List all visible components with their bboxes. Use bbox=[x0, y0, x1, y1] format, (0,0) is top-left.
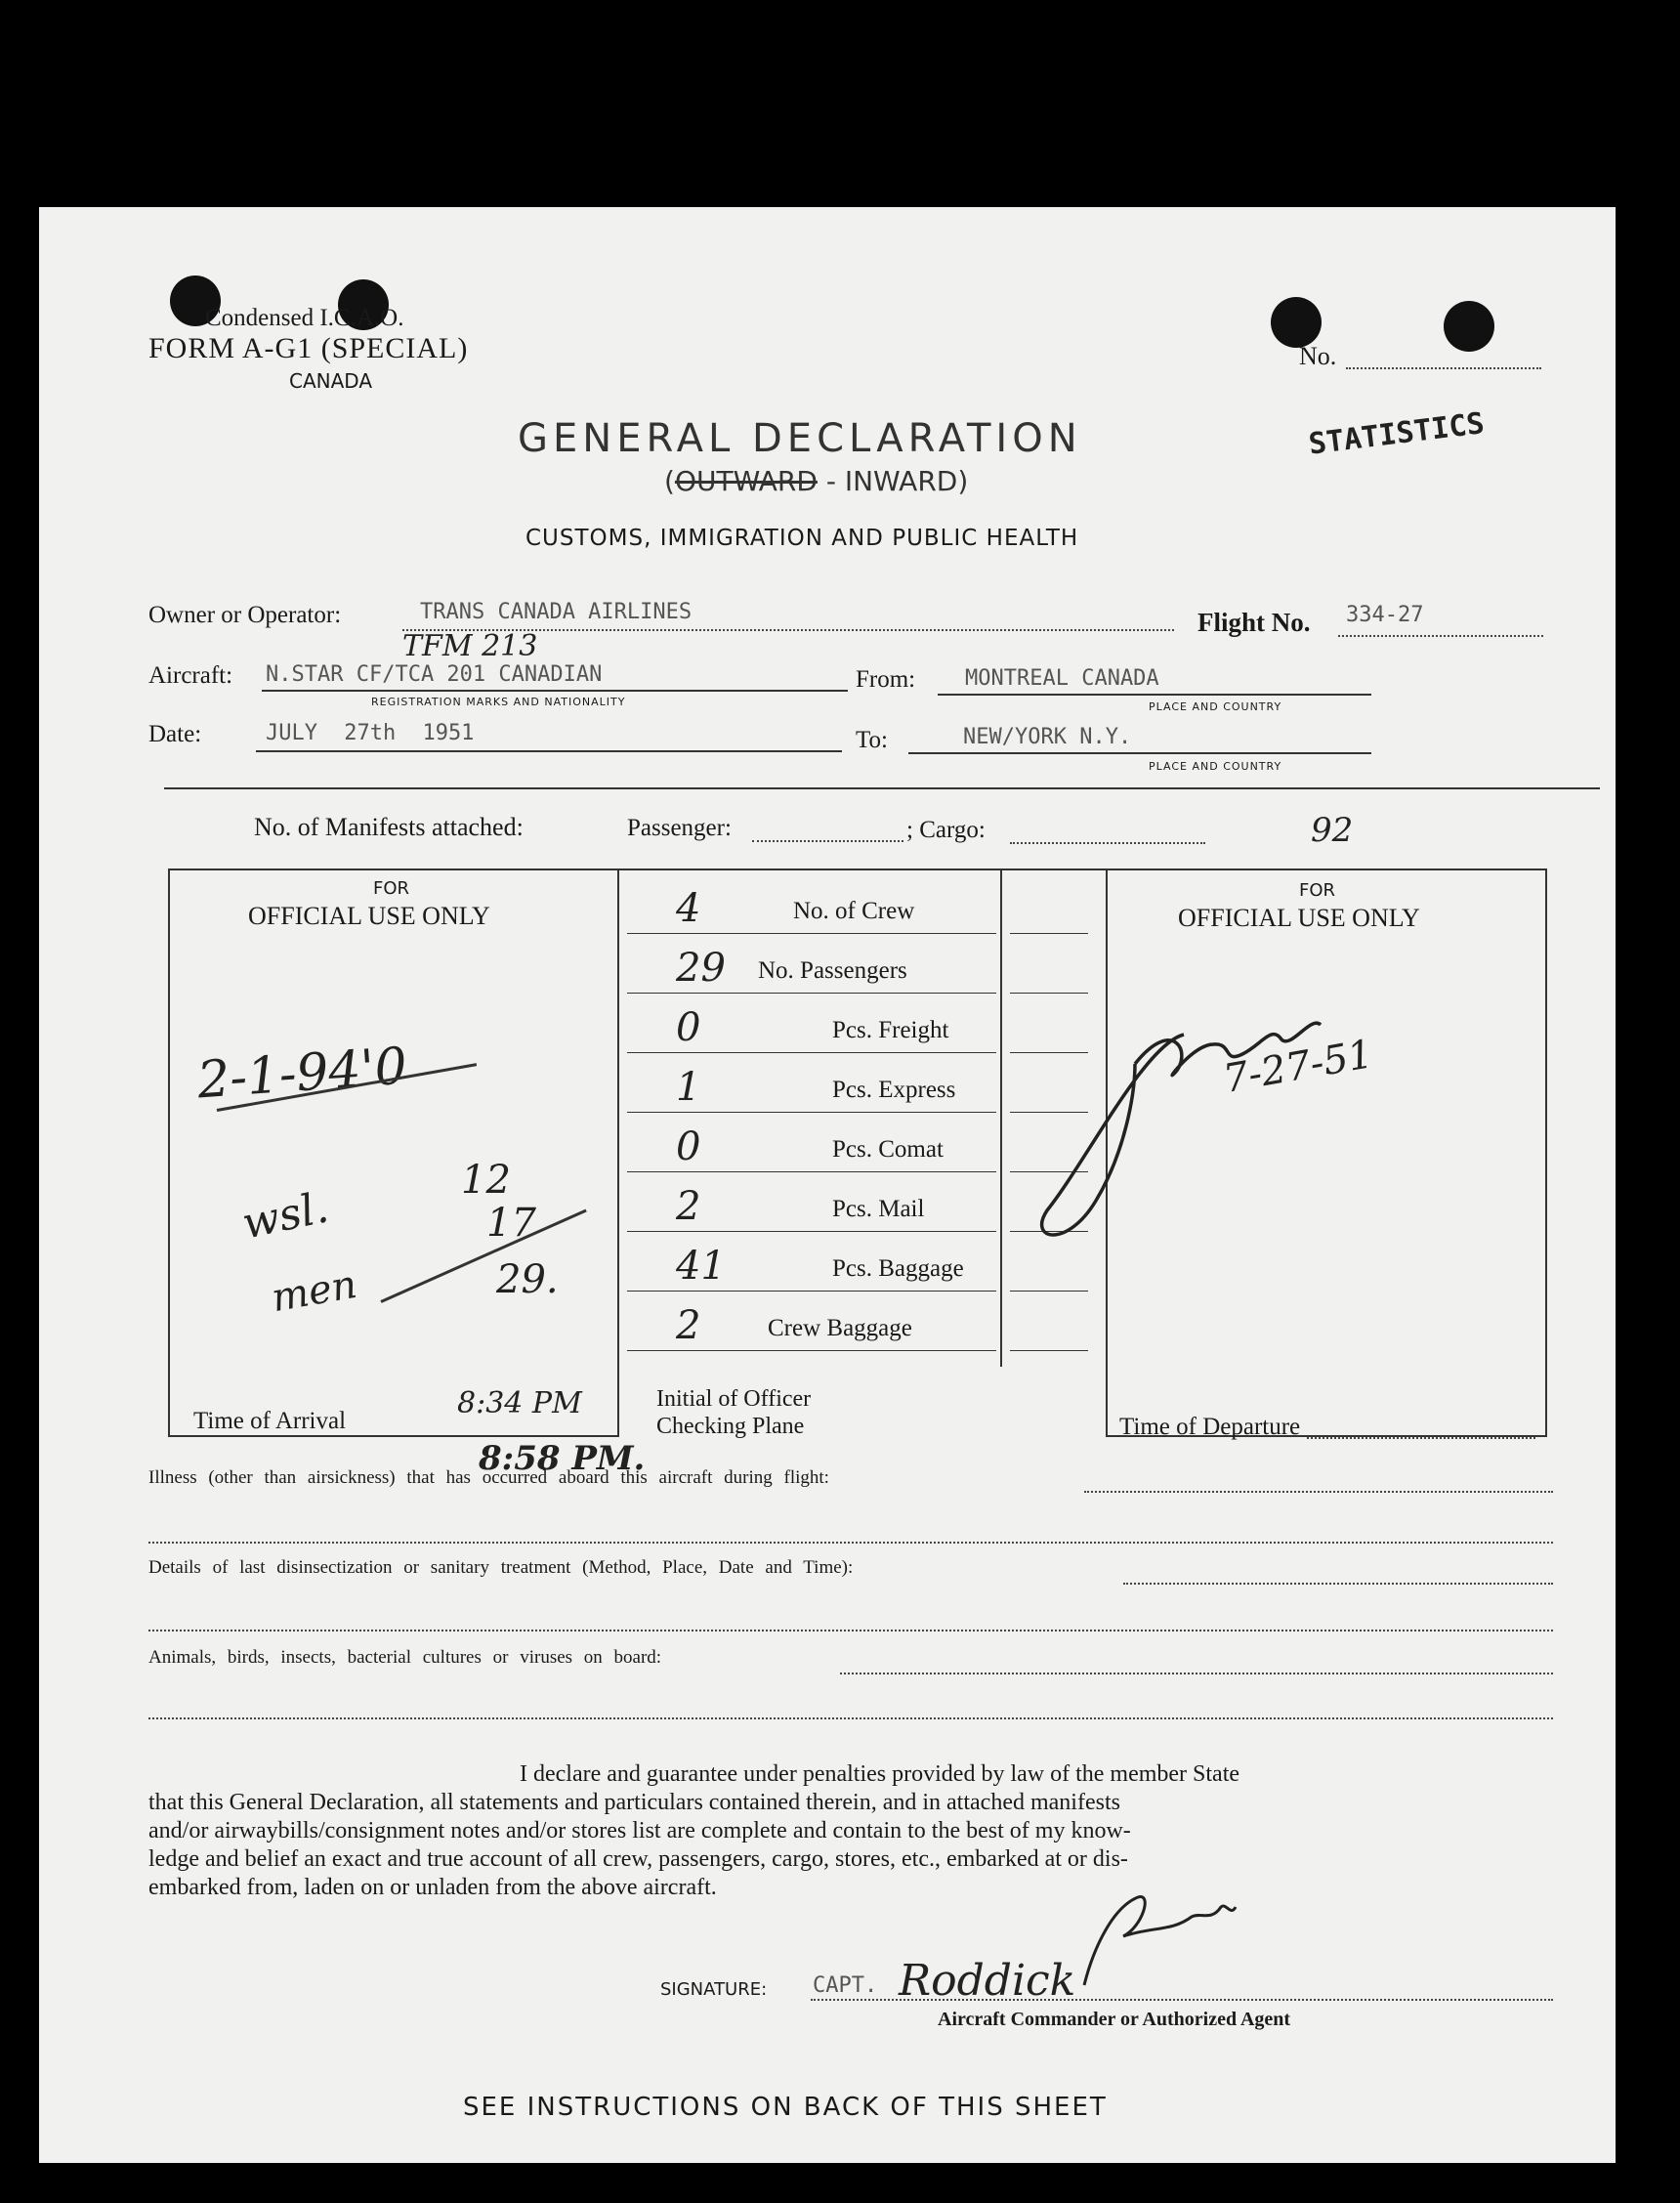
illness-line-1 bbox=[1084, 1491, 1553, 1493]
to-caption: PLACE AND COUNTRY bbox=[1149, 760, 1282, 773]
aircraft-line bbox=[262, 690, 848, 692]
date-label: Date: bbox=[148, 721, 202, 747]
right-official-header-2: OFFICIAL USE ONLY bbox=[1178, 904, 1420, 932]
col-div-2 bbox=[1000, 868, 1002, 1367]
page-subtitle: CUSTOMS, IMMIGRATION AND PUBLIC HEALTH bbox=[525, 526, 1079, 551]
row-label: Pcs. Baggage bbox=[832, 1255, 964, 1282]
inspector-signature bbox=[1028, 986, 1340, 1259]
form-line-2: FORM A-G1 (SPECIAL) bbox=[148, 332, 469, 364]
page-title: GENERAL DECLARATION bbox=[518, 416, 1082, 461]
arrival-value-2: 8:58 PM. bbox=[479, 1439, 646, 1478]
left-official-header-2: OFFICIAL USE ONLY bbox=[248, 902, 490, 930]
note-code: 2-1-94'0 bbox=[195, 1037, 409, 1111]
to-label: To: bbox=[856, 727, 888, 753]
declaration-line: ledge and belief an exact and true account of all crew, passengers, cargo, stores, etc., embarked at or dis- bbox=[148, 1846, 1128, 1872]
row-rule bbox=[627, 1350, 996, 1351]
row-label: No. of Crew bbox=[793, 898, 915, 924]
note-line2-label: men bbox=[268, 1261, 360, 1322]
punch-hole bbox=[1444, 301, 1494, 352]
illness-label: Illness (other than airsickness) that has occurred aboard this aircraft during flight: bbox=[148, 1467, 829, 1488]
table-left bbox=[168, 868, 170, 1437]
declaration-line: that this General Declaration, all statements and particulars contained therein, and in attached manifests bbox=[148, 1790, 1120, 1815]
cargo-line bbox=[1010, 842, 1205, 844]
arrival-label: Time of Arrival bbox=[193, 1408, 347, 1434]
table-right bbox=[1545, 868, 1547, 1437]
disinsect-line-2 bbox=[148, 1630, 1553, 1631]
direction: (OUTWARD - INWARD) bbox=[664, 465, 969, 497]
row-value: 2 bbox=[676, 1184, 701, 1229]
manifests-label: No. of Manifests attached: bbox=[254, 813, 524, 841]
row-rule bbox=[627, 993, 996, 994]
note-total: 29. bbox=[496, 1257, 559, 1302]
arrival-value: 8:34 PM bbox=[457, 1386, 582, 1420]
table-bottom-left bbox=[168, 1435, 619, 1437]
signature-caption: Aircraft Commander or Authorized Agent bbox=[938, 2009, 1291, 2030]
disinsect-line-1 bbox=[1123, 1583, 1553, 1585]
row-rule bbox=[1010, 1350, 1088, 1351]
direction-inward: - INWARD) bbox=[825, 465, 969, 497]
from-caption: PLACE AND COUNTRY bbox=[1149, 700, 1282, 713]
row-rule bbox=[627, 1231, 996, 1232]
departure-line bbox=[1307, 1437, 1535, 1439]
row-value: 29 bbox=[676, 946, 726, 991]
from-line bbox=[938, 694, 1371, 696]
row-label: Pcs. Freight bbox=[832, 1017, 949, 1043]
row-rule bbox=[627, 1171, 996, 1172]
row-label: Pcs. Express bbox=[832, 1077, 956, 1103]
animals-label: Animals, birds, insects, bacterial cultures or viruses on board: bbox=[148, 1647, 662, 1668]
flight-value: 334-27 bbox=[1346, 603, 1424, 627]
row-value: 0 bbox=[676, 1124, 701, 1169]
disinsect-label: Details of last disinsectization or sanitary treatment (Method, Place, Date and Time): bbox=[148, 1557, 854, 1578]
cargo-label: ; Cargo: bbox=[906, 817, 986, 843]
form-sheet bbox=[39, 207, 1616, 2163]
table-top bbox=[168, 868, 1547, 870]
passenger-line bbox=[752, 840, 903, 842]
aircraft-value: N.STAR CF/TCA 201 CANADIAN bbox=[266, 662, 603, 687]
from-value: MONTREAL CANADA bbox=[965, 666, 1159, 691]
statistics-stamp: STATISTICS bbox=[1307, 405, 1487, 462]
aircraft-caption: REGISTRATION MARKS AND NATIONALITY bbox=[371, 696, 626, 708]
row-label: No. Passengers bbox=[758, 957, 907, 984]
note-line2-value: 17 bbox=[486, 1201, 536, 1246]
animals-line-1 bbox=[840, 1673, 1553, 1674]
declaration-line: embarked from, laden on or unladen from the above aircraft. bbox=[148, 1875, 717, 1900]
row-value: 41 bbox=[676, 1244, 726, 1289]
cargo-handwritten: 92 bbox=[1311, 811, 1354, 850]
departure-label: Time of Departure bbox=[1119, 1414, 1301, 1440]
commander-signature bbox=[1045, 1887, 1240, 1995]
flight-line bbox=[1338, 635, 1543, 637]
initial-label-2: Checking Plane bbox=[656, 1414, 805, 1439]
declaration-text bbox=[148, 1760, 1555, 1902]
row-rule bbox=[627, 1052, 996, 1053]
initial-label-1: Initial of Officer bbox=[656, 1386, 812, 1412]
direction-outward: OUTWARD bbox=[674, 465, 818, 497]
row-value: 0 bbox=[676, 1005, 701, 1050]
declaration-line: and/or airwaybills/consignment notes and/or stores list are complete and contain to the best of my know- bbox=[148, 1818, 1131, 1843]
row-label: Pcs. Mail bbox=[832, 1196, 925, 1222]
signature-typed: CAPT. bbox=[813, 1973, 878, 1998]
section-divider bbox=[164, 787, 1600, 789]
passenger-label: Passenger: bbox=[627, 815, 732, 841]
declaration-line: I declare and guarantee under penalties provided by law of the member State bbox=[520, 1761, 1240, 1787]
signature-handwritten: Roddick bbox=[899, 1956, 1076, 2006]
row-label: Crew Baggage bbox=[768, 1315, 912, 1341]
flight-label: Flight No. bbox=[1197, 608, 1311, 637]
owner-value: TRANS CANADA AIRLINES bbox=[420, 600, 693, 624]
row-rule bbox=[627, 1112, 996, 1113]
aircraft-label: Aircraft: bbox=[148, 662, 233, 689]
number-field bbox=[1346, 367, 1541, 369]
left-official-header-1: FOR bbox=[373, 878, 410, 899]
row-value: 1 bbox=[676, 1065, 701, 1110]
number-label: No. bbox=[1299, 342, 1337, 370]
row-rule bbox=[627, 933, 996, 934]
inspector-date: 7-27-51 bbox=[1220, 1031, 1377, 1103]
form-country: CANADA bbox=[289, 369, 373, 393]
row-rule bbox=[1010, 933, 1088, 934]
right-official-header-1: FOR bbox=[1299, 880, 1336, 901]
row-value: 4 bbox=[676, 886, 701, 931]
col-div-1 bbox=[617, 868, 619, 1437]
footer-instructions: SEE INSTRUCTIONS ON BACK OF THIS SHEET bbox=[463, 2093, 1108, 2122]
from-label: From: bbox=[856, 666, 916, 693]
signature-label: SIGNATURE: bbox=[660, 1979, 768, 2000]
row-value: 2 bbox=[676, 1303, 701, 1348]
note-line1-label: wsl. bbox=[237, 1182, 333, 1250]
form-line-1: Condensed I.C.A.O. bbox=[205, 305, 404, 331]
to-value: NEW/YORK N.Y. bbox=[963, 725, 1132, 749]
aircraft-handwritten: TFM 213 bbox=[402, 629, 538, 663]
date-value: JULY 27th 1951 bbox=[266, 721, 475, 745]
row-rule bbox=[627, 1291, 996, 1292]
animals-line-2 bbox=[148, 1717, 1553, 1719]
owner-label: Owner or Operator: bbox=[148, 602, 342, 628]
illness-line-2 bbox=[148, 1542, 1553, 1544]
to-line bbox=[908, 752, 1371, 754]
row-rule bbox=[1010, 1291, 1088, 1292]
row-label: Pcs. Comat bbox=[832, 1136, 944, 1163]
note-line1-value: 12 bbox=[461, 1158, 511, 1203]
punch-hole bbox=[1271, 297, 1322, 348]
date-line bbox=[256, 750, 842, 752]
